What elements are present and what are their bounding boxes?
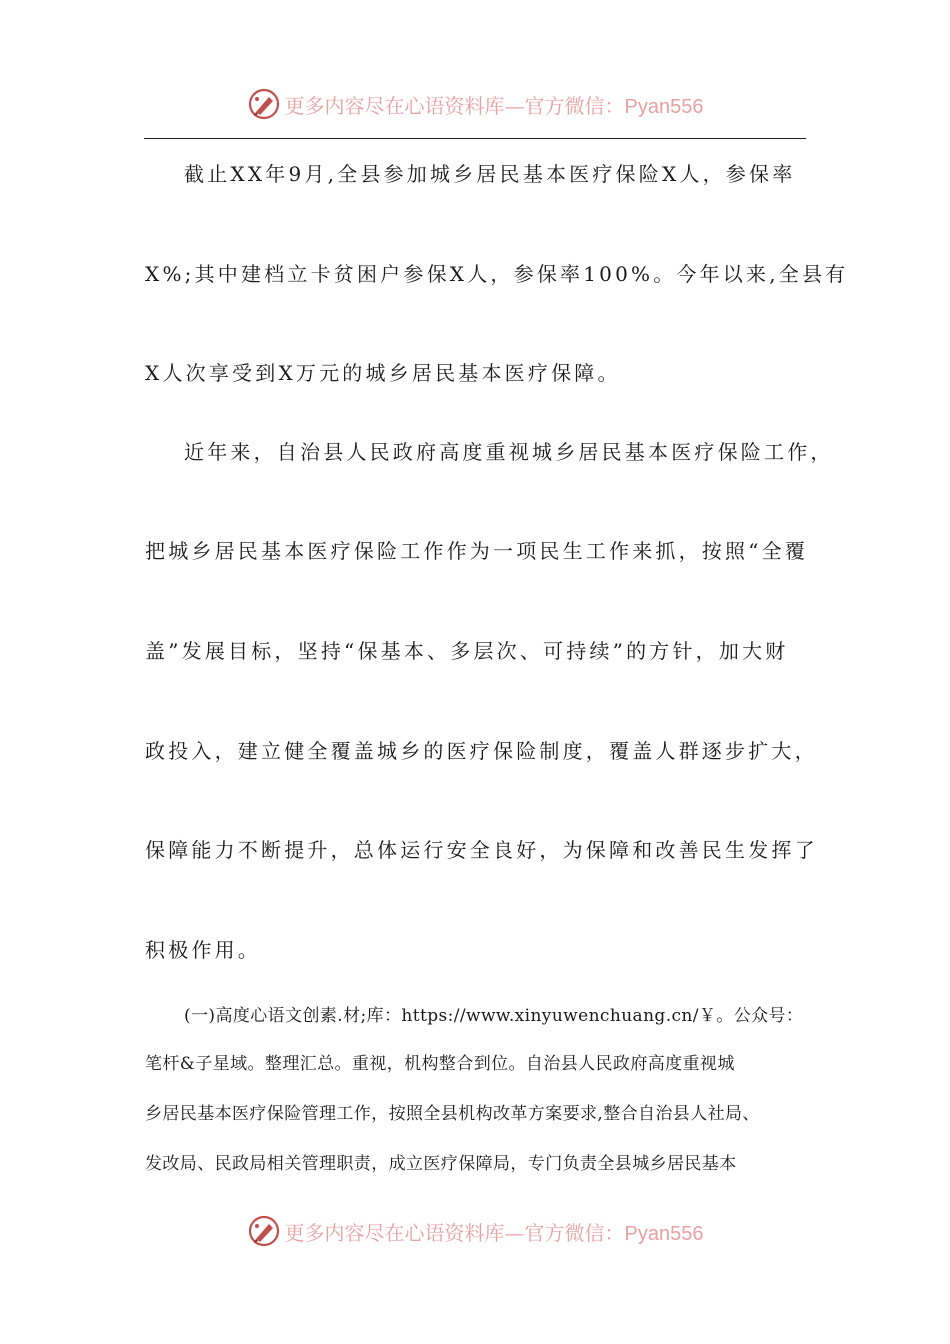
- paragraph3-line-4: 发改局、民政局相关管理职责，成立医疗保障局，专门负责全县城乡居民基本: [145, 1154, 737, 1174]
- paragraph1-line-2: X%;其中建档立卡贫困户参保X人，参保率100%。今年以来,全县有: [145, 262, 849, 286]
- pen-logo-icon: [247, 87, 281, 121]
- paragraph2-line-3: 盖”发展目标，坚持“保基本、多层次、可持续”的方针，加大财: [145, 639, 789, 663]
- paragraph3-line-1: (一)高度心语文创素.材;库：https://www.xinyuwenchuang.cn/￥。公众号：: [184, 1006, 804, 1026]
- header-banner-text: [285, 90, 704, 119]
- header-banner-wechat-id: Pyan556: [624, 95, 704, 118]
- paragraph2-line-6: 积极作用。: [145, 938, 261, 962]
- paragraph2-line-2: 把城乡居民基本医疗保险工作作为一项民生工作来抓，按照“全覆: [145, 539, 809, 563]
- paragraph3-line-3: 乡居民基本医疗保险管理工作，按照全县机构改革方案要求,整合自治县人社局、: [145, 1104, 760, 1124]
- footer-banner-label: 更多内容尽在心语资料库—官方微信：: [284, 1220, 625, 1245]
- footer-banner: [0, 1209, 950, 1253]
- header-banner: [0, 82, 950, 126]
- header-banner-label: 更多内容尽在心语资料库—官方微信：: [284, 93, 625, 118]
- paragraph2-line-4: 政投入，建立健全覆盖城乡的医疗保险制度，覆盖人群逐步扩大，: [145, 739, 818, 763]
- paragraph2-line-5: 保障能力不断提升，总体运行安全良好，为保障和改善民生发挥了: [145, 838, 818, 862]
- footer-banner-wechat-id: Pyan556: [624, 1222, 704, 1245]
- paragraph2-line-1: 近年来，自治县人民政府高度重视城乡居民基本医疗保险工作，: [184, 440, 834, 464]
- header-divider: [144, 138, 806, 139]
- paragraph3-line-2: 笔杆&子星域。整理汇总。重视，机构整合到位。自治县人民政府高度重视城: [145, 1054, 735, 1074]
- footer-banner-text: [285, 1217, 704, 1246]
- paragraph1-line-3: X人次享受到X万元的城乡居民基本医疗保障。: [145, 361, 621, 385]
- paragraph1-line-1: 截止XX年9月,全县参加城乡居民基本医疗保险X人，参保率: [184, 162, 796, 186]
- pen-logo-icon: [247, 1214, 281, 1248]
